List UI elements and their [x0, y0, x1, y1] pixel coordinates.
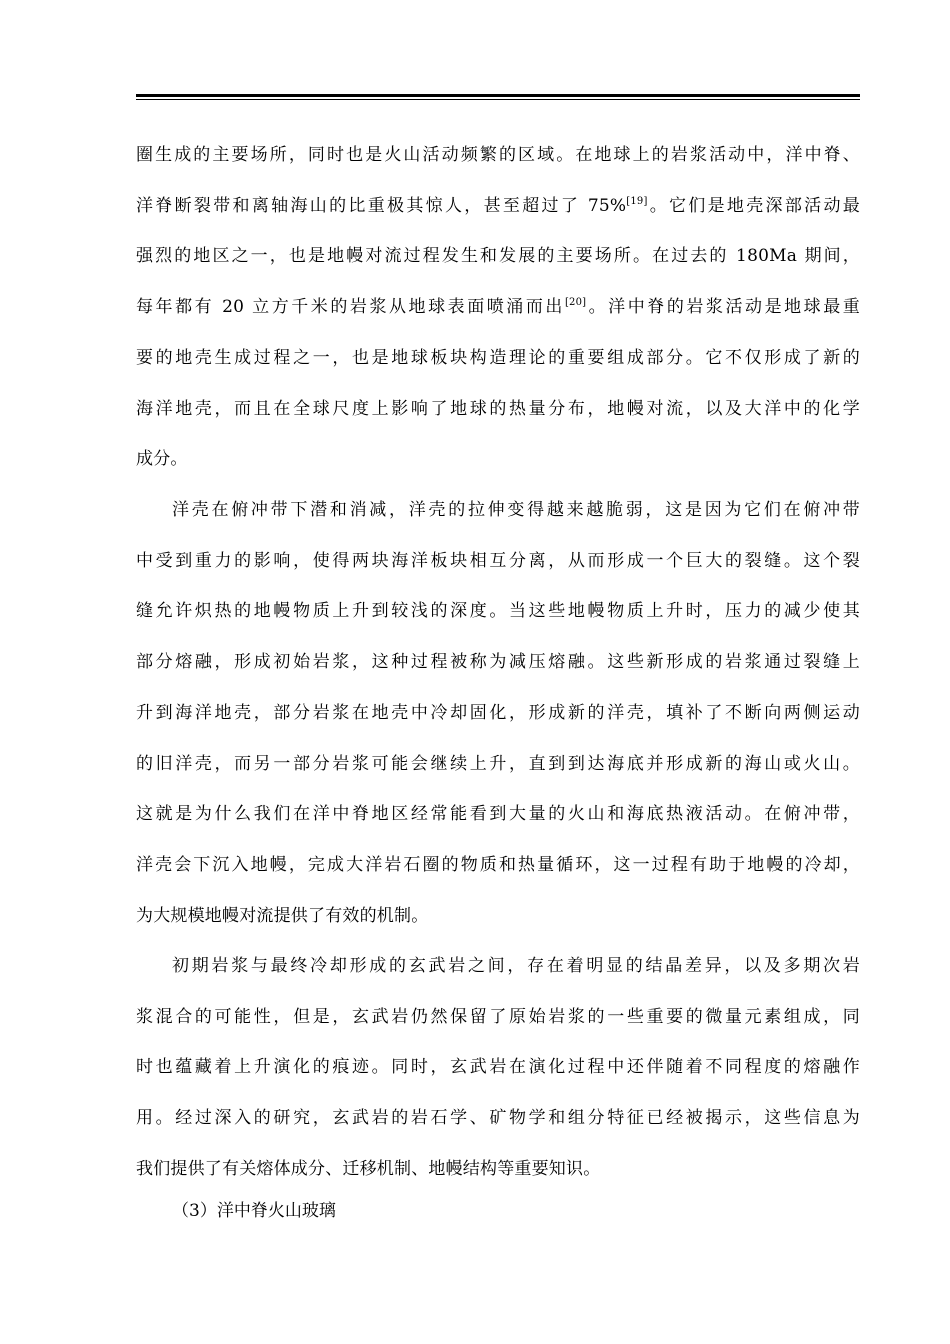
- text-span: 洋脊断裂带和离轴海山的比重极其惊人，甚至超过了 75%: [136, 195, 627, 216]
- paragraph-line: 浆混合的可能性，但是，玄武岩仍然保留了原始岩浆的一些重要的微量元素组成，同: [136, 1006, 860, 1027]
- paragraph-line: 要的地壳生成过程之一，也是地球板块构造理论的重要组成部分。它不仅形成了新的: [136, 347, 860, 368]
- paragraph-2: [136, 485, 860, 941]
- paragraph-line: 升到海洋地壳，部分岩浆在地壳中冷却固化，形成新的洋壳，填补了不断向两侧运动: [136, 702, 860, 723]
- paragraph-line: 为大规模地幔对流提供了有效的机制。: [136, 905, 429, 926]
- paragraph-line: 圈生成的主要场所，同时也是火山活动频繁的区域。在地球上的岩浆活动中，洋中脊、: [136, 145, 860, 165]
- paragraph-line: [136, 282, 860, 333]
- text-span: 。洋中脊的岩浆活动是地球最重: [586, 297, 860, 318]
- citation-ref[interactable]: [19]: [626, 195, 648, 207]
- citation-ref[interactable]: [20]: [564, 297, 587, 309]
- paragraph-line: [136, 181, 860, 232]
- section-heading: （3）洋中脊火山玻璃: [172, 1201, 336, 1221]
- paragraph-line: 部分熔融，形成初始岩浆，这种过程被称为减压熔融。这些新形成的岩浆通过裂缝上: [136, 652, 860, 673]
- paragraph-line: 洋壳在俯冲带下潜和消减，洋壳的拉伸变得越来越脆弱，这是因为它们在俯冲带: [172, 500, 860, 520]
- paragraph-line: 初期岩浆与最终冷却形成的玄武岩之间，存在着明显的结晶差异，以及多期次岩: [172, 956, 860, 976]
- paragraph-line: 海洋地壳，而且在全球尺度上影响了地球的热量分布，地幔对流，以及大洋中的化学: [136, 398, 860, 419]
- paragraph-line: 中受到重力的影响，使得两块海洋板块相互分离，从而形成一个巨大的裂缝。这个裂: [136, 550, 860, 571]
- header-rule-thin: [136, 99, 860, 100]
- paragraph-line: 我们提供了有关熔体成分、迁移机制、地幔结构等重要知识。: [136, 1158, 601, 1179]
- paragraph-line: 用。经过深入的研究，玄武岩的岩石学、矿物学和组分特征已经被揭示，这些信息为: [136, 1108, 860, 1129]
- paragraph-3: [136, 941, 860, 1195]
- paragraph-line: 的旧洋壳，而另一部分岩浆可能会继续上升，直到到达海底并形成新的海山或火山。: [136, 753, 860, 774]
- paragraph-line: 强烈的地区之一，也是地幔对流过程发生和发展的主要场所。在过去的 180Ma 期间，: [136, 246, 860, 267]
- paragraph-line: 成分。: [136, 449, 188, 470]
- header-rule-thick: [136, 94, 860, 97]
- text-span: 。它们是地壳深部活动最: [647, 195, 860, 216]
- paragraph-line: 缝允许炽热的地幔物质上升到较浅的深度。当这些地幔物质上升时，压力的减少使其: [136, 601, 860, 622]
- header-double-rule: [136, 94, 860, 101]
- paragraph-line: 时也蕴藏着上升演化的痕迹。同时，玄武岩在演化过程中还伴随着不同程度的熔融作: [136, 1057, 860, 1078]
- text-span: 每年都有 20 立方千米的岩浆从地球表面喷涌而出: [136, 297, 565, 318]
- paragraph-1: [136, 130, 860, 485]
- paragraph-line: 这就是为什么我们在洋中脊地区经常能看到大量的火山和海底热液活动。在俯冲带，: [136, 804, 860, 825]
- paragraph-line: 洋壳会下沉入地幔，完成大洋岩石圈的物质和热量循环，这一过程有助于地幔的冷却，: [136, 854, 860, 875]
